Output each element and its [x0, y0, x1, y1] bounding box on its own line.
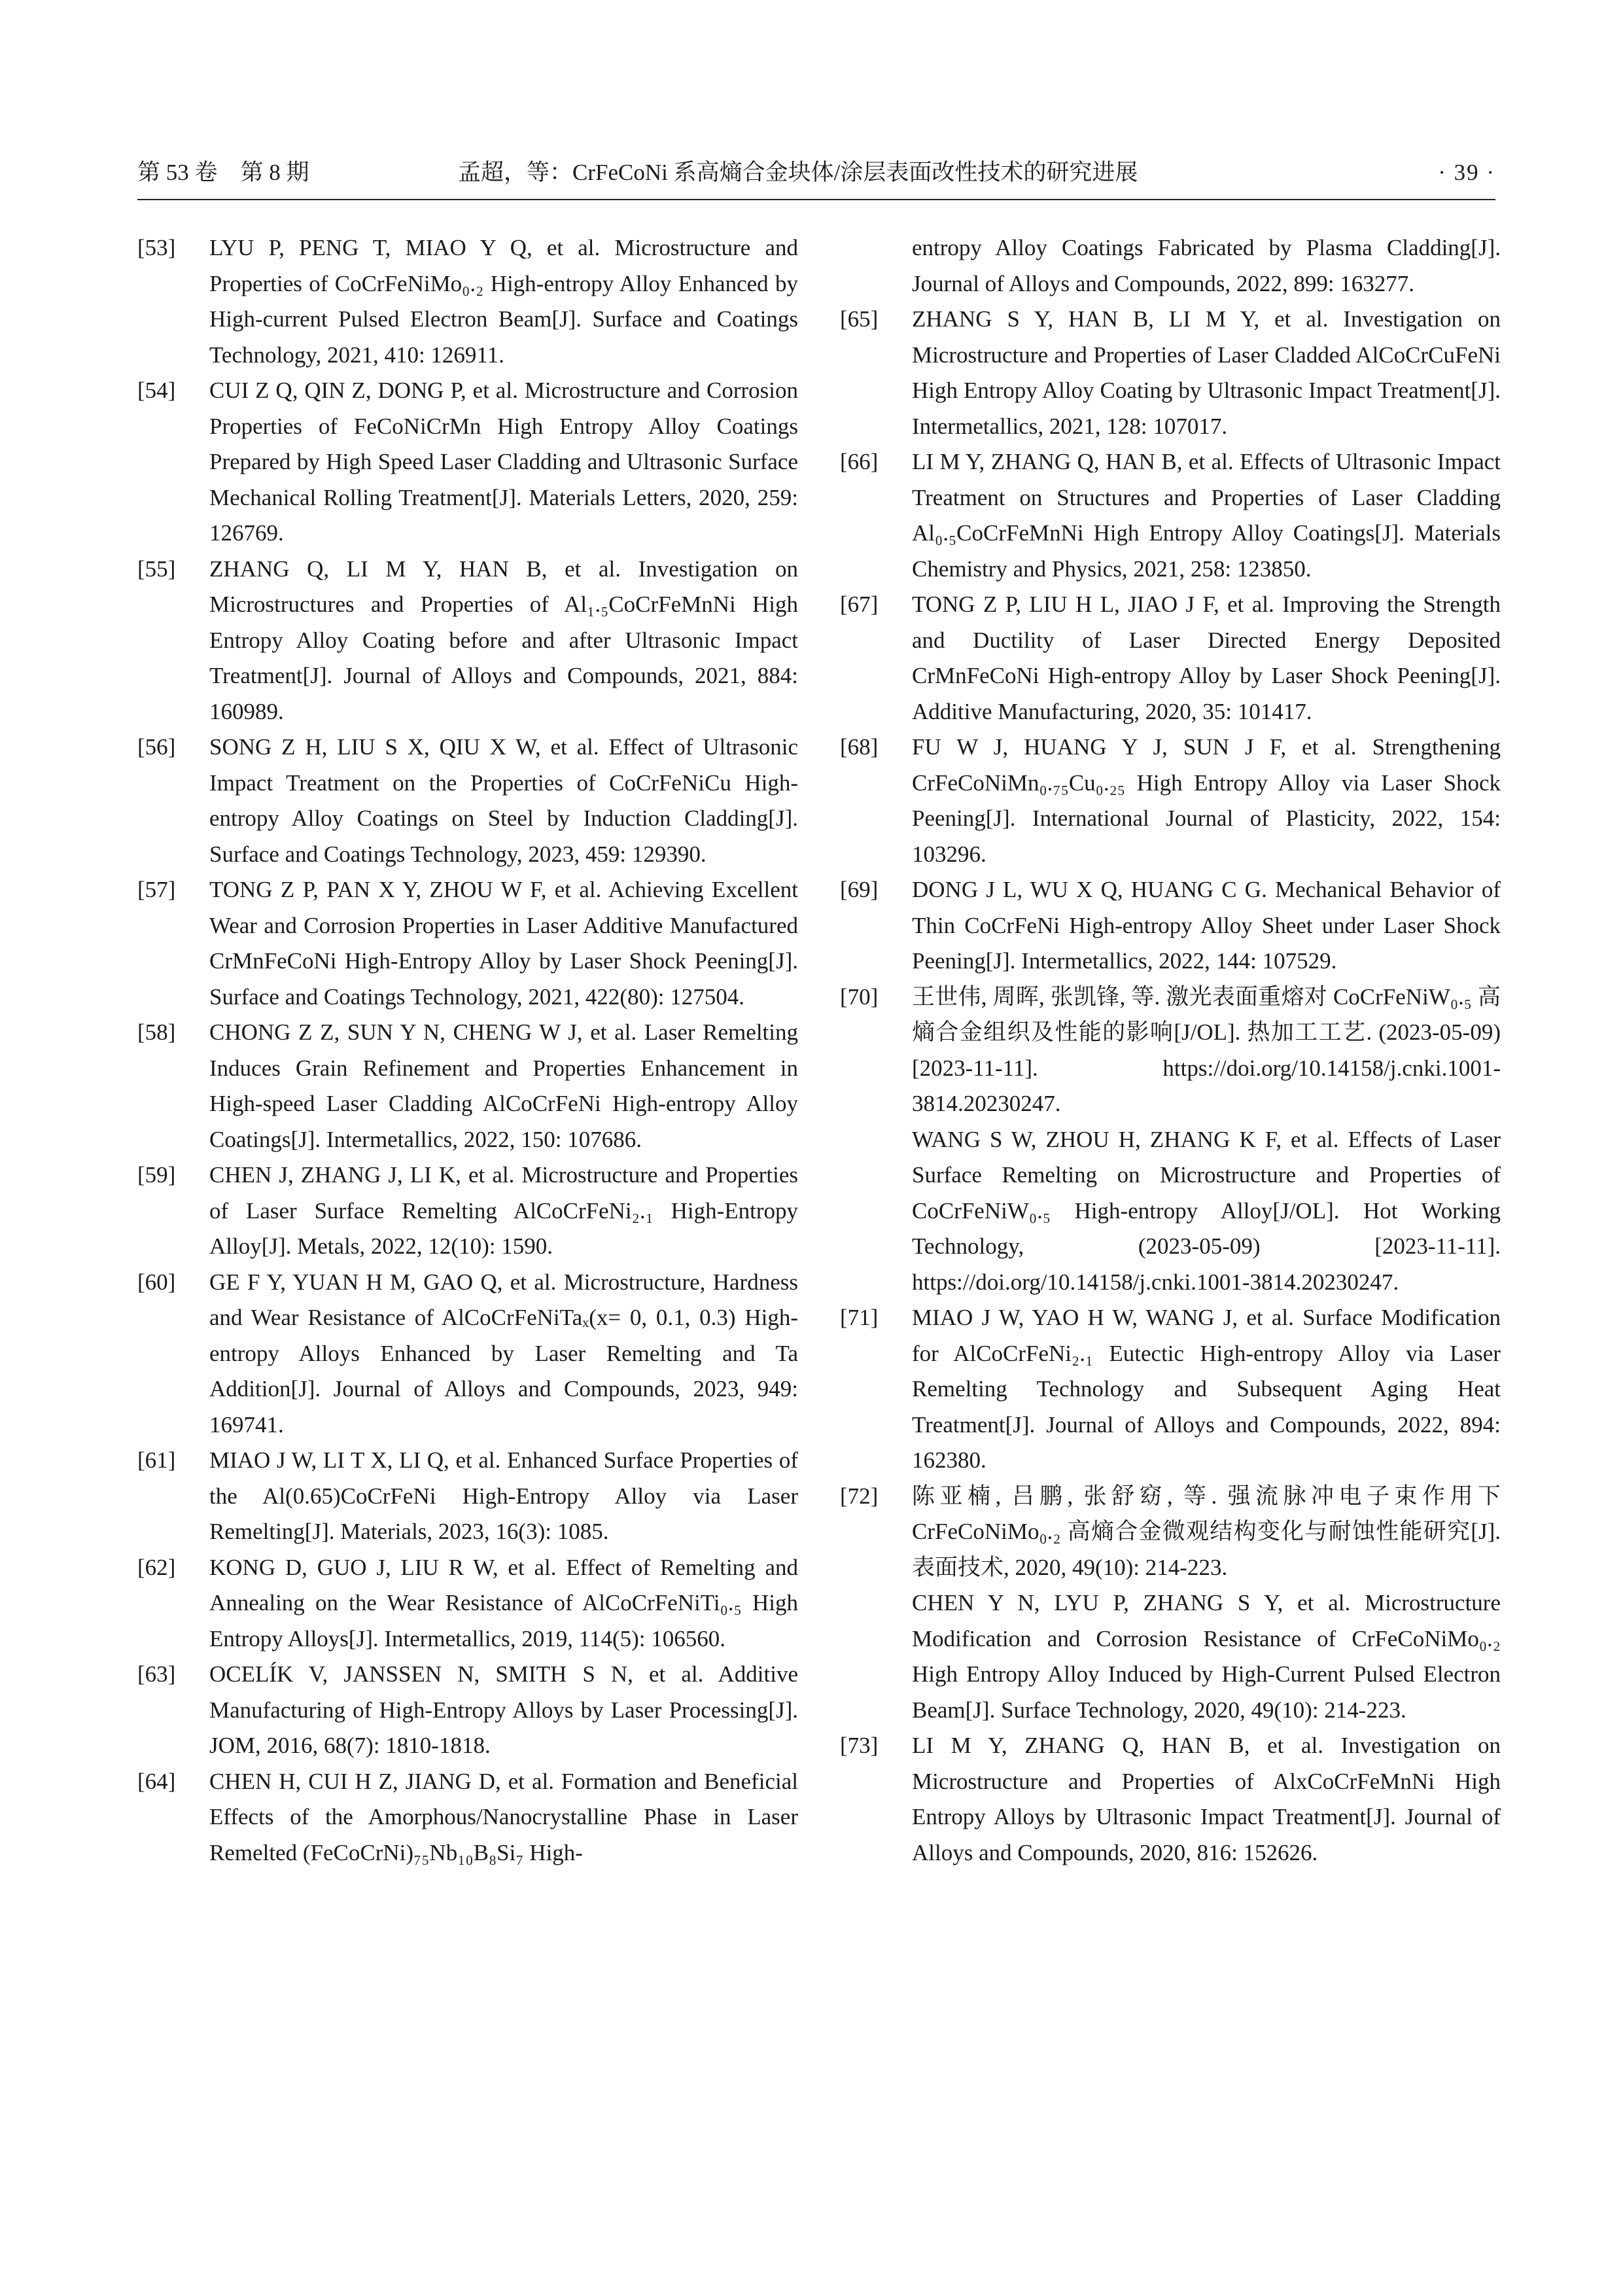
reference-text: TONG Z P, PAN X Y, ZHOU W F, et al. Achieving Excellent Wear and Corrosion Properties in Laser Additive Manufactured CrMnFeCoNi High-Entropy Alloy by Laser Shock Peening[J]. Surface and Coatings Technology, 2021, 422(80): 127504. [209, 877, 798, 1010]
page-number: · 39 · [1438, 160, 1495, 185]
reference-number: [71] [840, 1305, 879, 1330]
reference-item [137, 1015, 798, 1157]
reference-number: [60] [137, 1269, 176, 1295]
reference-number: [69] [840, 877, 879, 902]
reference-text: ZHANG S Y, HAN B, LI M Y, et al. Investigation on Microstructure and Properties of Laser Cladded AlCoCrCuFeNi High Entropy Alloy Coating by Ultrasonic Impact Treatment[J]. Intermetallics, 2021, 128: 107017. [912, 306, 1501, 439]
reference-item [840, 302, 1501, 444]
reference-item [137, 730, 798, 872]
reference-text: KONG D, GUO J, LIU R W, et al. Effect of Remelting and Annealing on the Wear Resistance of AlCoCrFeNiTi₀.₅ High Entropy Alloys[J]. Intermetallics, 2019, 114(5): 106560. [209, 1554, 798, 1651]
reference-number: [57] [137, 877, 176, 902]
reference-number: [62] [137, 1554, 176, 1580]
reference-item [137, 1550, 798, 1657]
reference-number: [65] [840, 306, 879, 332]
reference-text: DONG J L, WU X Q, HUANG C G. Mechanical Behavior of Thin CoCrFeNi High-entropy Alloy Sheet under Laser Shock Peening[J]. Intermetallics, 2022, 144: 107529. [912, 877, 1501, 974]
reference-text: CHEN J, ZHANG J, LI K, et al. Microstructure and Properties of Laser Surface Remelting AlCoCrFeNi₂.₁ High-Entropy Alloy[J]. Metals, 2022, 12(10): 1590. [209, 1162, 798, 1259]
reference-text: 陈亚楠, 吕鹏, 张舒窈, 等. 强流脉冲电子束作用下 CrFeCoNiMo₀.₂ 高熵合金微观结构变化与耐蚀性能研究[J]. 表面技术, 2020, 49(10): 214-223. [912, 1483, 1501, 1580]
reference-number: [72] [840, 1483, 879, 1509]
reference-item [840, 587, 1501, 730]
reference-item [137, 1443, 798, 1550]
running-header [137, 152, 1495, 194]
reference-column-right [840, 230, 1501, 1871]
reference-text: OCELÍK V, JANSSEN N, SMITH S N, et al. Additive Manufacturing of High-Entropy Alloys by Laser Processing[J]. JOM, 2016, 68(7): 1810-1818. [209, 1661, 798, 1758]
reference-text: LI M Y, ZHANG Q, HAN B, et al. Effects of Ultrasonic Impact Treatment on Structures and Properties of Laser Cladding Al₀.₅CoCrFeMnNi High Entropy Alloy Coatings[J]. Materials Chemistry and Physics, 2021, 258: 123850. [912, 449, 1501, 582]
reference-number: [53] [137, 235, 176, 260]
reference-item [840, 1479, 1501, 1729]
reference-number: [54] [137, 378, 176, 403]
reference-number: [59] [137, 1162, 176, 1188]
reference-item [840, 872, 1501, 980]
reference-text: entropy Alloy Coatings Fabricated by Plasma Cladding[J]. Journal of Alloys and Compounds, 2022, 899: 163277. [912, 235, 1501, 296]
reference-text: LYU P, PENG T, MIAO Y Q, et al. Microstructure and Properties of CoCrFeNiMo₀.₂ High-entropy Alloy Enhanced by High-current Pulsed Electron Beam[J]. Surface and Coatings Technology, 2021, 410: 126911. [209, 235, 798, 368]
reference-text: GE F Y, YUAN H M, GAO Q, et al. Microstructure, Hardness and Wear Resistance of AlCoCrFeNiTaₓ(x= 0, 0.1, 0.3) High-entropy Alloys Enhanced by Laser Remelting and Ta Addition[J]. Journal of Alloys and Compounds, 2023, 949: 169741. [209, 1269, 798, 1438]
reference-item [840, 1300, 1501, 1479]
reference-text: MIAO J W, LI T X, LI Q, et al. Enhanced Surface Properties of the Al(0.65)CoCrFeNi High-Entropy Alloy via Laser Remelting[J]. Materials, 2023, 16(3): 1085. [209, 1447, 798, 1544]
reference-number: [56] [137, 734, 176, 760]
reference-item [137, 1157, 798, 1265]
reference-text: SONG Z H, LIU S X, QIU X W, et al. Effect of Ultrasonic Impact Treatment on the Properties of CoCrFeNiCu High-entropy Alloy Coatings on Steel by Induction Cladding[J]. Surface and Coatings Technology, 2023, 459: 129390. [209, 734, 798, 867]
reference-item [137, 1657, 798, 1764]
reference-item [840, 730, 1501, 872]
reference-number: [66] [840, 449, 879, 474]
reference-text: TONG Z P, LIU H L, JIAO J F, et al. Improving the Strength and Ductility of Laser Directed Energy Deposited CrMnFeCoNi High-entropy Alloy by Laser Shock Peening[J]. Additive Manufacturing, 2020, 35: 101417. [912, 592, 1501, 724]
reference-number: [58] [137, 1019, 176, 1045]
reference-text: CUI Z Q, QIN Z, DONG P, et al. Microstructure and Corrosion Properties of FeCoNiCrMn High Entropy Alloy Coatings Prepared by High Speed Laser Cladding and Ultrasonic Surface Mechanical Rolling Treatment[J]. Materials Letters, 2020, 259: 126769. [209, 378, 798, 546]
running-title: 孟超，等：CrFeCoNi 系高熵合金块体/涂层表面改性技术的研究进展 [458, 160, 1138, 185]
reference-text: ZHANG Q, LI M Y, HAN B, et al. Investigation on Microstructures and Properties of Al₁.₅CoCrFeMnNi High Entropy Alloy Coating before and after Ultrasonic Impact Treatment[J]. Journal of Alloys and Compounds, 2021, 884: 160989. [209, 556, 798, 724]
reference-translation: CHEN Y N, LYU P, ZHANG S Y, et al. Microstructure Modification and Corrosion Resistance of CrFeCoNiMo₀.₂ High Entropy Alloy Induced by High-Current Pulsed Electron Beam[J]. Surface Technology, 2020, 49(10): 214-223. [912, 1590, 1501, 1723]
reference-item [137, 872, 798, 1015]
reference-item [840, 444, 1501, 587]
reference-number: [64] [137, 1768, 176, 1794]
reference-number: [63] [137, 1661, 176, 1687]
header-rule [137, 199, 1495, 200]
reference-text: FU W J, HUANG Y J, SUN J F, et al. Strengthening CrFeCoNiMn₀.₇₅Cu₀.₂₅ High Entropy Alloy via Laser Shock Peening[J]. International Journal of Plasticity, 2022, 154: 103296. [912, 734, 1501, 867]
reference-item [840, 1728, 1501, 1871]
reference-item [137, 373, 798, 552]
reference-number: [70] [840, 983, 879, 1010]
journal-volume-issue: 第 53 卷 第 8 期 [137, 160, 309, 185]
reference-item [840, 980, 1501, 1301]
reference-translation: WANG S W, ZHOU H, ZHANG K F, et al. Effects of Laser Surface Remelting on Microstructure and Properties of CoCrFeNiW₀.₅ High-entropy Alloy[J/OL]. Hot Working Technology, (2023-05-09) [2023-11-11]. https://doi.org/10.14158/j.cnki.1001-3814.20230247. [912, 1126, 1501, 1295]
reference-number: [68] [840, 734, 879, 760]
reference-number: [61] [137, 1447, 176, 1473]
reference-text: CHONG Z Z, SUN Y N, CHENG W J, et al. Laser Remelting Induces Grain Refinement and Properties Enhancement in High-speed Laser Cladding AlCoCrFeNi High-entropy Alloy Coatings[J]. Intermetallics, 2022, 150: 107686. [209, 1019, 798, 1152]
reference-number: [67] [840, 592, 879, 617]
reference-text: CHEN H, CUI H Z, JIANG D, et al. Formation and Beneficial Effects of the Amorphous/Nanocrystalline Phase in Laser Remelted (FeCoCrNi)₇₅Nb₁₀B₈Si₇ High- [209, 1768, 798, 1865]
reference-column-left [137, 230, 798, 1871]
reference-number: [55] [137, 556, 176, 582]
reference-text: 王世伟, 周晖, 张凯锋, 等. 激光表面重熔对 CoCrFeNiW₀.₅ 高熵合金组织及性能的影响[J/OL]. 热加工工艺. (2023-05-09) [2023-11-11]. https://doi.org/10.14158/j.cnki.1001-3814.20230247. [912, 983, 1501, 1116]
reference-item [137, 1265, 798, 1443]
reference-item [137, 552, 798, 730]
reference-item [137, 1764, 798, 1871]
reference-text: MIAO J W, YAO H W, WANG J, et al. Surface Modification for AlCoCrFeNi₂.₁ Eutectic High-entropy Alloy via Laser Remelting Technology and Subsequent Aging Heat Treatment[J]. Journal of Alloys and Compounds, 2022, 894: 162380. [912, 1305, 1501, 1473]
reference-text: LI M Y, ZHANG Q, HAN B, et al. Investigation on Microstructure and Properties of AlxCoCrFeMnNi High Entropy Alloys by Ultrasonic Impact Treatment[J]. Journal of Alloys and Compounds, 2020, 816: 152626. [912, 1733, 1501, 1865]
reference-item [137, 230, 798, 373]
reference-continuation [840, 230, 1501, 302]
reference-number: [73] [840, 1733, 879, 1758]
